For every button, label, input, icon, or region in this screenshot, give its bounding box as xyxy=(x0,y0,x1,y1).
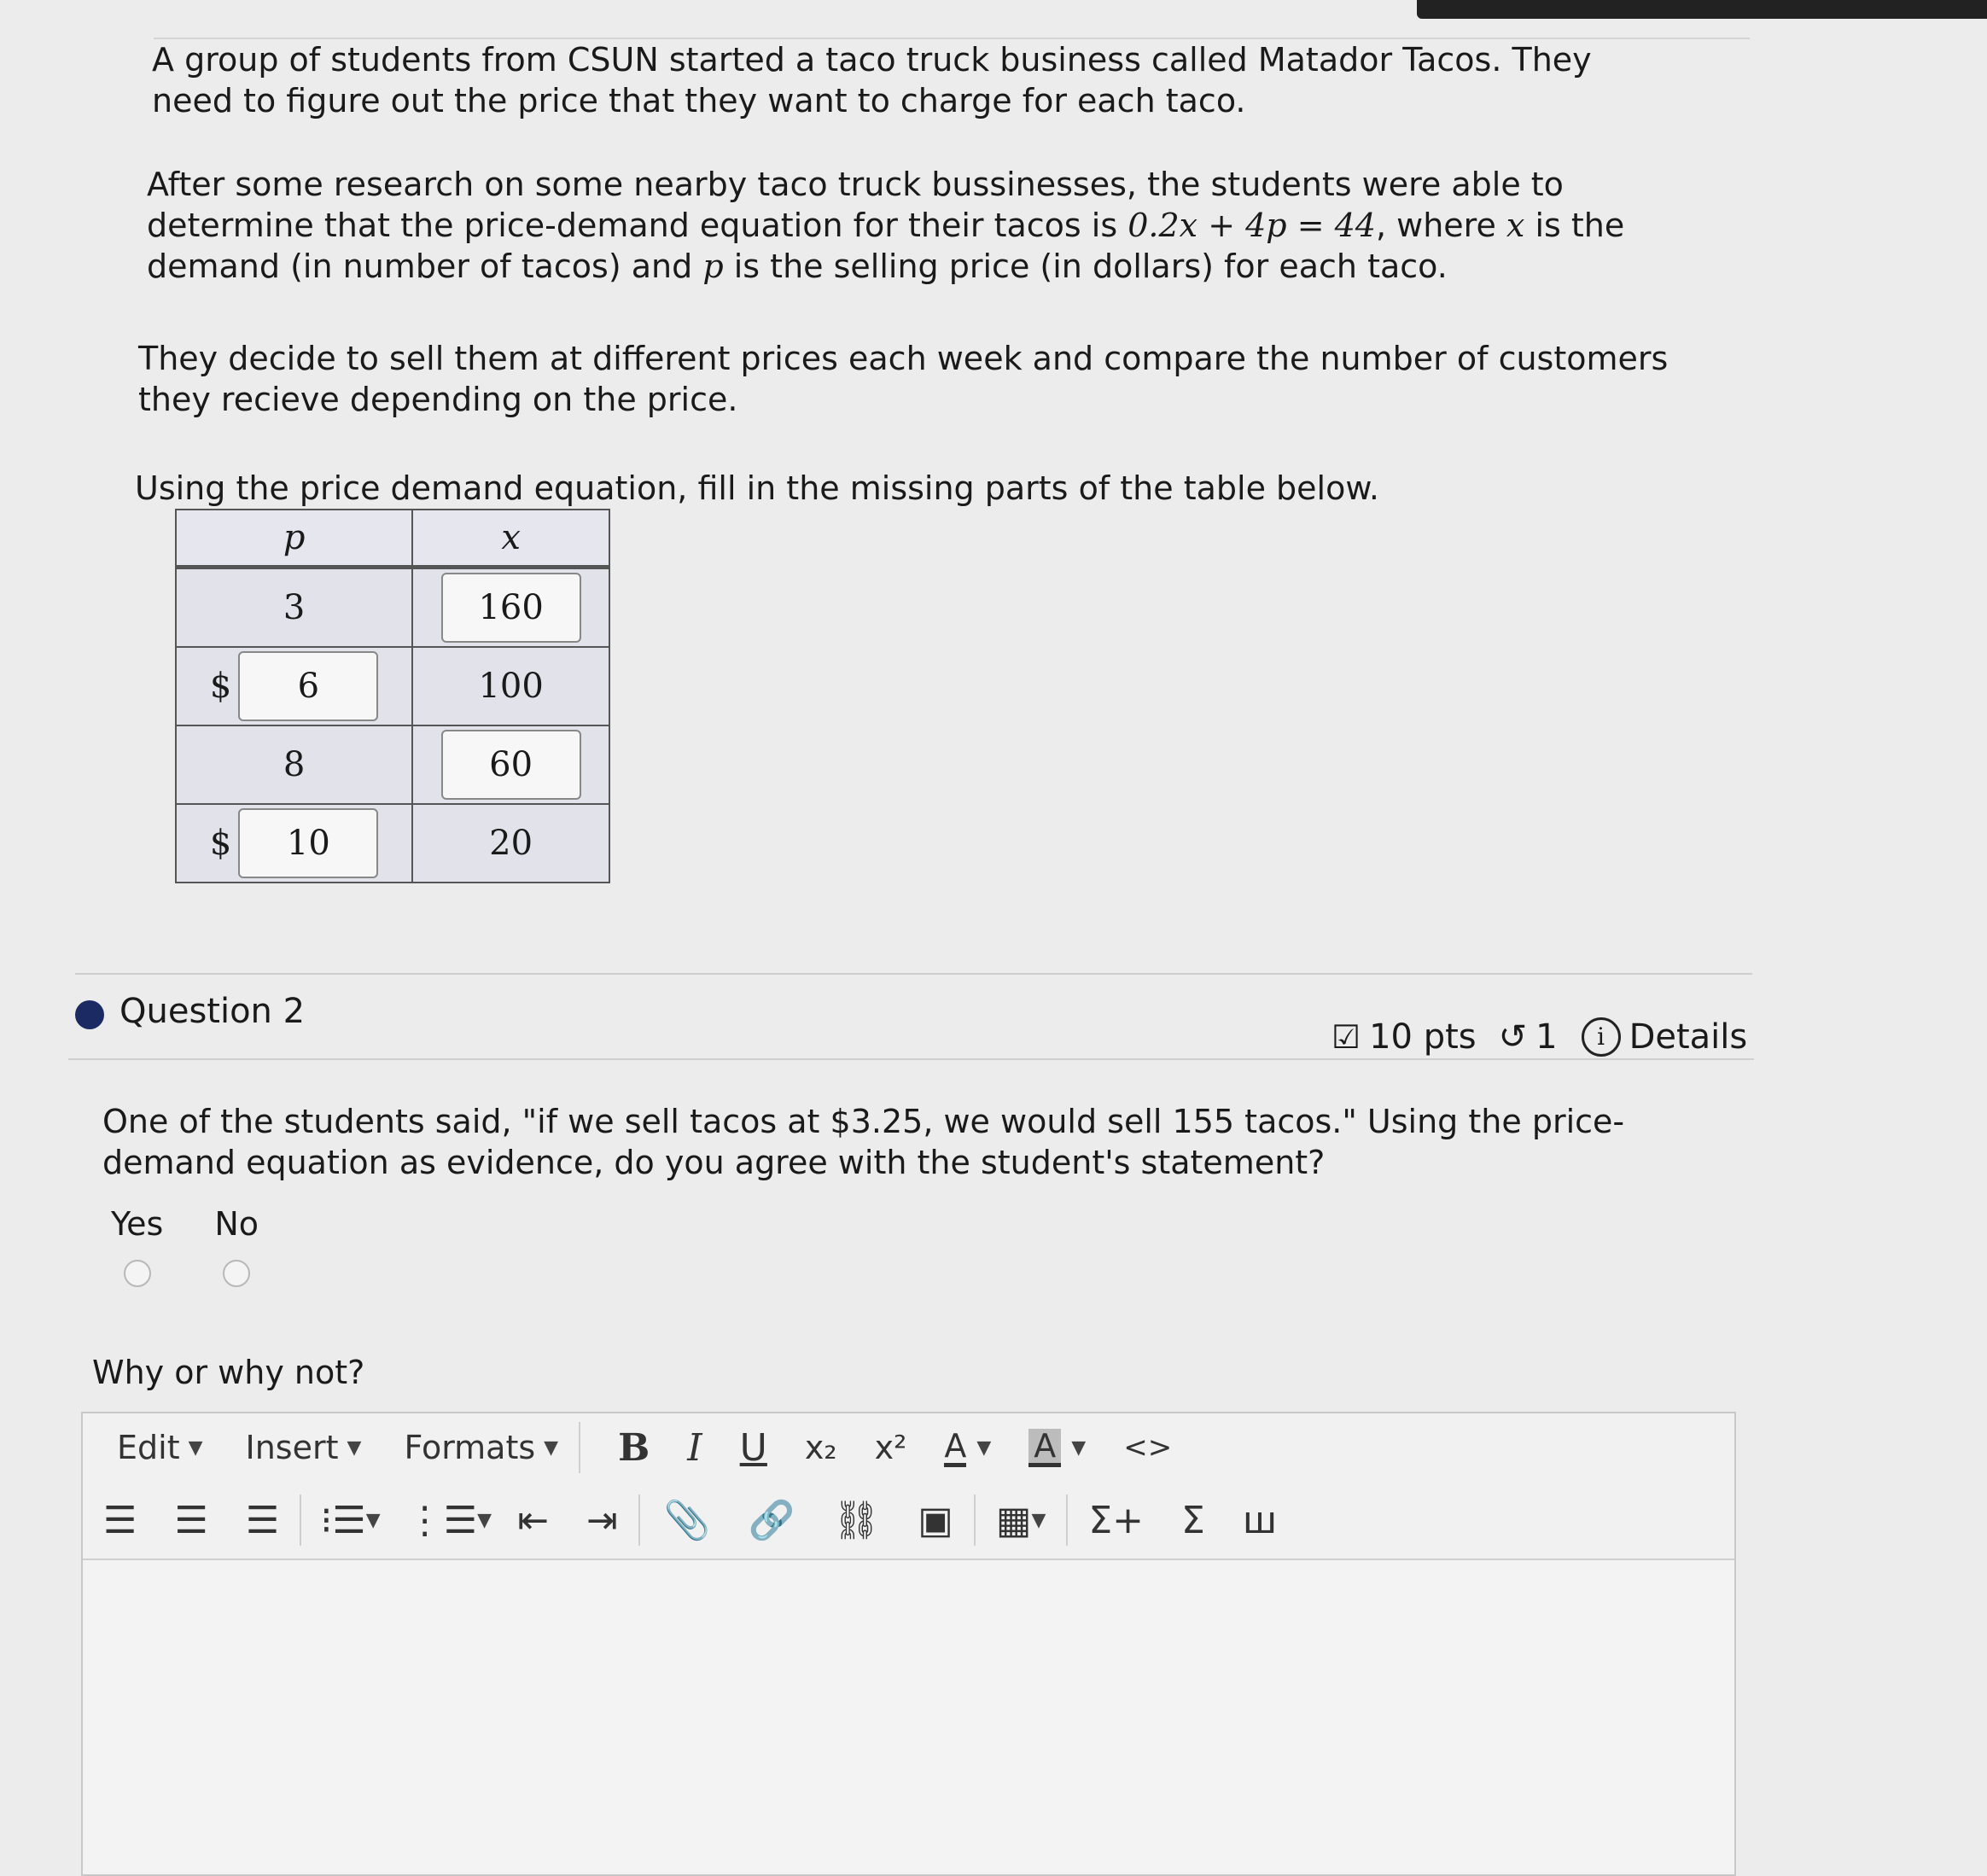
why-label: Why or why not? xyxy=(92,1354,365,1391)
toolbar-divider xyxy=(300,1494,301,1546)
bullet-list-icon[interactable]: ⁝☰ xyxy=(320,1498,366,1542)
x-value: 100 xyxy=(412,647,609,725)
spellcheck-icon[interactable]: ꟺ xyxy=(1242,1498,1278,1542)
toolbar-divider xyxy=(638,1494,640,1546)
currency-symbol: $ xyxy=(209,824,232,863)
question-meta xyxy=(1331,1017,1747,1057)
toolbar-divider xyxy=(974,1494,976,1546)
table-row xyxy=(176,568,609,648)
retry-icon[interactable]: ↺ xyxy=(1498,1017,1528,1057)
price-demand-equation: 0.2x + 4p = 44 xyxy=(1128,207,1376,244)
superscript-button[interactable]: x² xyxy=(874,1429,907,1466)
chevron-down-icon[interactable]: ▼ xyxy=(1031,1509,1046,1531)
table-row xyxy=(176,647,609,725)
x-answer-input[interactable]: 160 xyxy=(441,573,581,643)
question-text: One of the students said, "if we sell tacos at $3.25, we would sell 155 tacos." Using the price-demand equation as evidence, do you agree with the student's statement? xyxy=(102,1103,1625,1181)
chevron-down-icon[interactable]: ▼ xyxy=(1071,1436,1087,1459)
unlink-icon[interactable]: ⛓ xyxy=(832,1499,881,1542)
option-no-radio[interactable] xyxy=(223,1260,250,1287)
underline-button[interactable]: U xyxy=(739,1425,767,1470)
p-answer-input[interactable]: 6 xyxy=(238,651,378,721)
numbered-list-icon[interactable]: ⋮☰ xyxy=(405,1498,478,1542)
window-top-bar xyxy=(1417,0,1987,19)
outdent-icon[interactable]: ⇤ xyxy=(517,1498,549,1542)
edit-menu[interactable]: Edit ▼ xyxy=(117,1429,203,1466)
font-color-button[interactable]: A xyxy=(944,1429,966,1467)
toolbar-divider xyxy=(579,1422,580,1473)
intro-paragraph-3: They decide to sell them at different prices each week and compare the number of customers they recieve depending on the price. xyxy=(138,340,1669,418)
chevron-down-icon: ▼ xyxy=(544,1436,559,1459)
link-icon[interactable]: 🔗 xyxy=(748,1499,795,1542)
background-color-button[interactable]: A xyxy=(1028,1429,1061,1467)
p-value: 3 xyxy=(176,568,412,648)
checkbox-icon: ☑ xyxy=(1331,1018,1361,1056)
chevron-down-icon: ▼ xyxy=(347,1436,362,1459)
align-right-icon[interactable]: ☰ xyxy=(245,1498,280,1542)
divider xyxy=(75,973,1752,975)
sigma-icon[interactable]: Σ xyxy=(1181,1498,1205,1542)
p-answer-input[interactable]: 10 xyxy=(238,808,378,878)
insert-menu[interactable]: Insert ▼ xyxy=(245,1429,362,1466)
info-icon[interactable]: i xyxy=(1582,1017,1621,1057)
image-icon[interactable]: ▣ xyxy=(918,1498,953,1542)
formats-menu[interactable]: Formats ▼ xyxy=(404,1429,559,1466)
question-title: Question 2 xyxy=(119,992,306,1031)
header-p: p xyxy=(176,510,412,568)
align-center-icon[interactable]: ☰ xyxy=(174,1498,208,1542)
table-row xyxy=(176,725,609,804)
indent-icon[interactable]: ⇥ xyxy=(586,1498,618,1542)
price-demand-table xyxy=(175,509,610,883)
editor-text-area[interactable] xyxy=(83,1560,1734,1874)
source-code-button[interactable]: <> xyxy=(1123,1430,1173,1465)
x-value: 20 xyxy=(412,804,609,883)
intro-paragraph-1: A group of students from CSUN started a taco truck business called Matador Tacos. They need to figure out the price that they want to charge for each taco. xyxy=(152,41,1592,119)
divider xyxy=(68,1058,1754,1060)
x-answer-input[interactable]: 60 xyxy=(441,730,581,800)
option-yes-label: Yes xyxy=(111,1205,164,1243)
table-icon[interactable]: ▦ xyxy=(995,1498,1032,1542)
chevron-down-icon[interactable]: ▼ xyxy=(976,1436,992,1459)
details-link[interactable]: Details xyxy=(1629,1017,1748,1057)
attachment-icon[interactable]: 📎 xyxy=(663,1499,711,1542)
question-status-dot xyxy=(75,1000,104,1029)
toolbar-divider xyxy=(1066,1494,1068,1546)
option-yes-radio[interactable] xyxy=(124,1260,151,1287)
option-no-label: No xyxy=(214,1205,259,1243)
subscript-button[interactable]: x₂ xyxy=(804,1429,837,1466)
rich-text-editor xyxy=(81,1412,1736,1876)
table-instructions: Using the price demand equation, fill in the missing parts of the table below. xyxy=(135,469,1380,507)
editor-toolbar-row-1 xyxy=(83,1413,1734,1482)
table-row xyxy=(176,804,609,883)
chevron-down-icon: ▼ xyxy=(188,1436,203,1459)
sigma-plus-icon[interactable]: Σ+ xyxy=(1088,1498,1145,1542)
bold-button[interactable]: B xyxy=(618,1425,650,1470)
align-left-icon[interactable]: ☰ xyxy=(103,1498,137,1542)
header-x: x xyxy=(412,510,609,568)
attempts-count: 1 xyxy=(1535,1017,1558,1057)
answer-options xyxy=(111,1205,259,1287)
intro-paragraph-2: After some research on some nearby taco truck bussinesses, the students were able to determine that the price-demand equation for their tacos is 0.2x + 4p = 44, where x is the demand (in number of tacos) and p is the selling price (in dollars) for each taco. xyxy=(147,166,1625,285)
p-value: 8 xyxy=(176,725,412,804)
currency-symbol: $ xyxy=(209,667,232,706)
chevron-down-icon[interactable]: ▼ xyxy=(477,1509,492,1531)
chevron-down-icon[interactable]: ▼ xyxy=(365,1509,381,1531)
italic-button[interactable]: I xyxy=(687,1425,702,1470)
editor-toolbar-row-2 xyxy=(83,1482,1734,1560)
points-label: 10 pts xyxy=(1369,1017,1477,1057)
